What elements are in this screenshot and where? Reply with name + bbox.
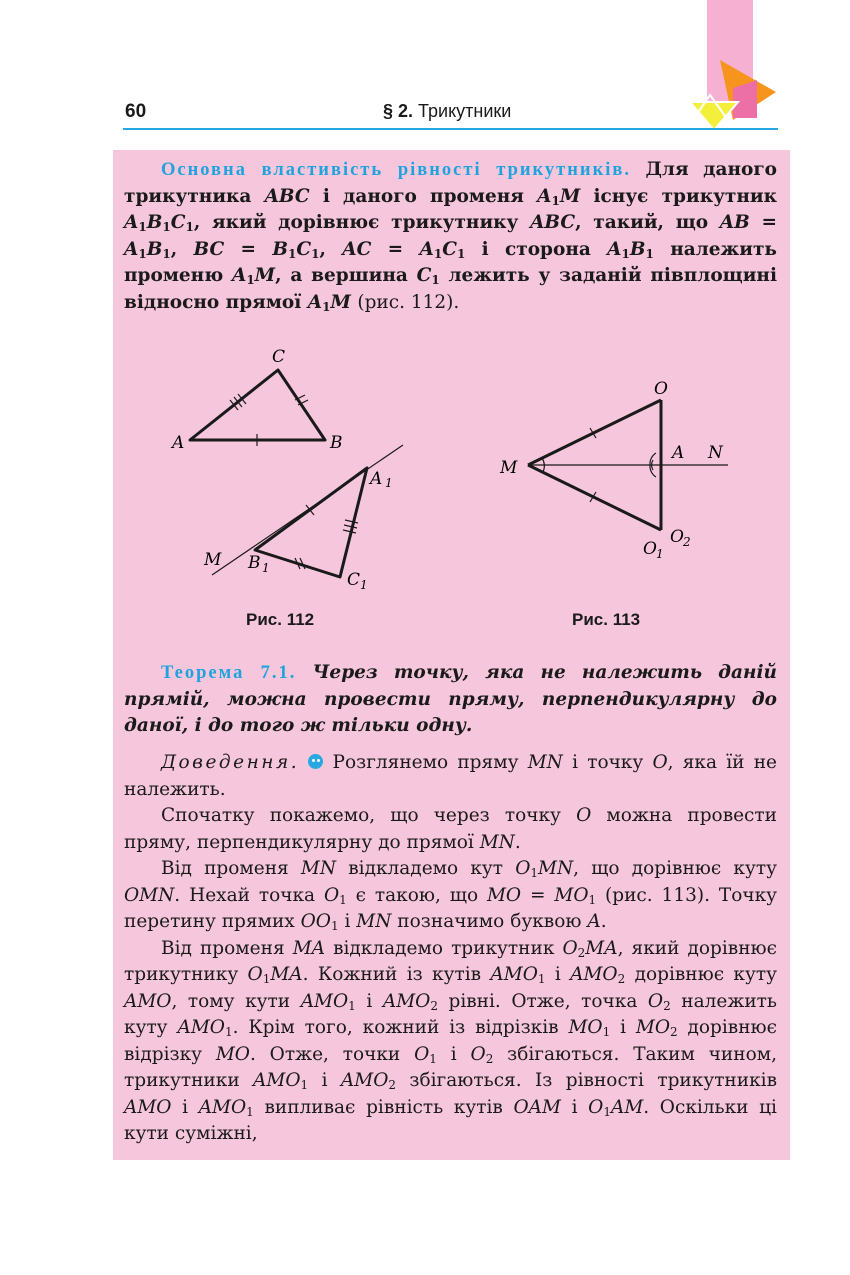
label-a: A (172, 433, 185, 453)
header-rule (123, 128, 778, 130)
theorem-heading: Теорема 7.1. (161, 663, 297, 683)
label-b1: B (248, 553, 261, 573)
property-paragraph: Основна властивість рівності трикутників. Для даного трикутника ABC і даного променя $A_1M$ існує трикутник $A_1B_1C_1$, який дорівнює трикутнику ABC, такий, що AB = $A_1B_1$, BC = $B_1C_1$, AC = $A_1C_1$ і сторона $A_1B_1$ належить променю $A_1M$, а вершина $C_1$ лежить у заданій півплощині відносно прямої $A_1M$ (рис. 112). (124, 159, 778, 314)
label-o: O (654, 379, 668, 399)
svg-text:1: 1 (360, 578, 368, 592)
label-c: C (272, 347, 286, 367)
label-n: N (708, 443, 723, 463)
label-a1: A (370, 469, 383, 489)
label-o2: O (670, 527, 684, 547)
ray-a1m (212, 445, 403, 575)
theorem-statement: Через точку, яка не належить даній прямій, можна провести пряму, перпендикулярну до даної, і до того ж тільки одну. (124, 662, 777, 736)
triangle-abc (190, 370, 325, 440)
svg-text:1: 1 (385, 476, 393, 490)
figure-113-caption: Рис. 113 (572, 610, 641, 629)
label-b: B (330, 433, 343, 453)
svg-text:1: 1 (656, 547, 664, 561)
figure-112 (160, 340, 420, 600)
triangle-a1b1c1 (255, 468, 367, 577)
label-m2: M (500, 458, 518, 478)
theorem-paragraph (124, 660, 777, 740)
label-m: M (204, 550, 222, 570)
label-a2: A (672, 443, 685, 463)
label-c1: C (347, 570, 361, 590)
figure-112-caption: Рис. 112 (246, 610, 315, 629)
section-title: § 2. Трикутники (383, 101, 512, 121)
page-number: 60 (125, 101, 147, 122)
eyes-icon (308, 754, 323, 769)
proof-label: Доведення. (161, 752, 300, 773)
svg-text:1: 1 (262, 561, 270, 575)
property-heading: Основна властивість рівності трикутників. (161, 160, 631, 180)
svg-text:2: 2 (683, 535, 691, 549)
proof-text: Доведення. Розглянемо пряму MN і точку O, яка їй не належить. Спочатку покажемо, що через точку O можна провести пряму, перпендикулярну до прямої MN. Від променя MN відкладемо кут $O_1MN$, що дорівнює куту OMN. Нехай точка $O_1$ є такою, що MO = $MO_1$ (рис. 113). Точку перетину прямих $OO_1$ і MN позначимо буквою A. Від променя MA відкладемо трикутник $O_2MA$, який дорівнює трикутнику $O_1MA$. Кожний із кутів $AMO_1$ і $AMO_2$ дорівнює куту AMO, тому кути $AMO_1$ і $AMO_2$ рівні. Отже, точка $O_2$ належить куту $AMO_1$. Крім того, кожний із відрізків $MO_1$ і $MO_2$ дорівнює відрізку MO. Отже, точки $O_1$ і $O_2$ збігаються. Таким чином, трикутники $AMO_1$ і $AMO_2$ збігаються. Із рівності трикутників AMO і $AMO_1$ випливає рівність кутів OAM і $O_1AM$. Оскільки ці кути суміжні, (124, 752, 778, 1144)
figure-113 (490, 370, 740, 570)
label-o1: O (643, 539, 657, 559)
